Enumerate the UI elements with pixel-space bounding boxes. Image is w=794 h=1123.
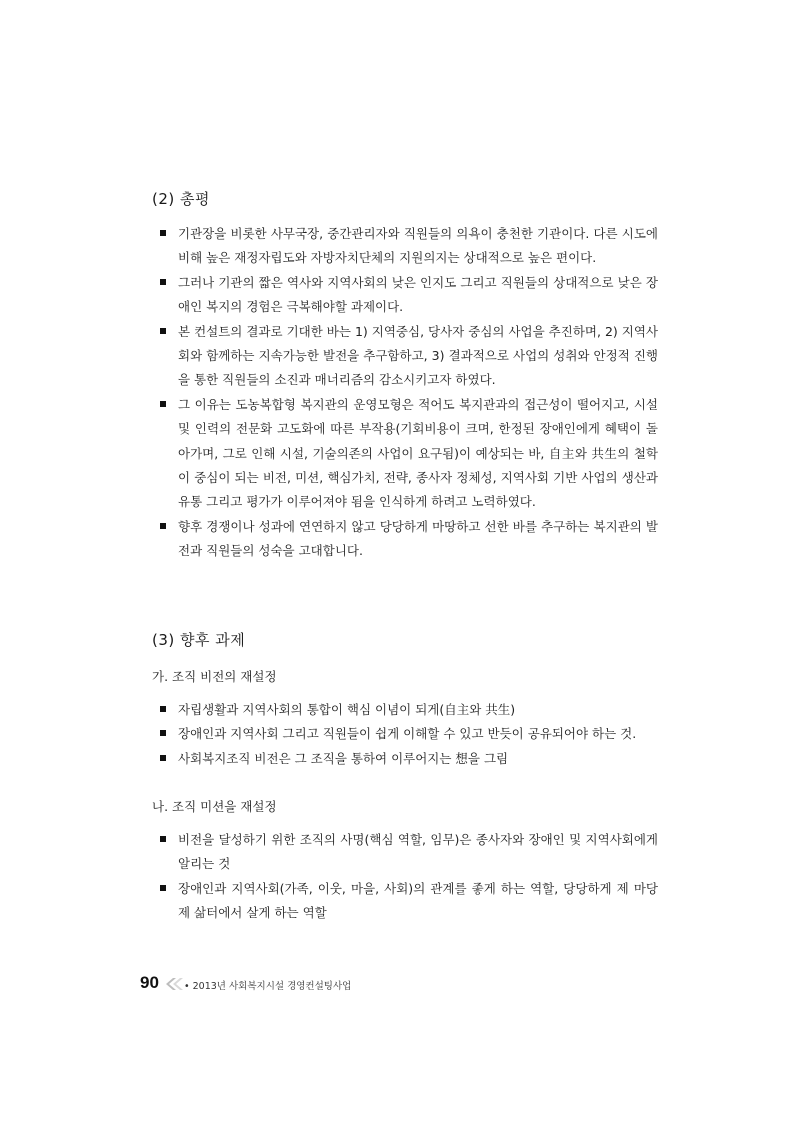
- mission-bullet-list: [158, 828, 658, 926]
- vision-bullet-list: [158, 698, 658, 771]
- square-bullet-icon: [160, 730, 166, 736]
- square-bullet-icon: [160, 401, 166, 407]
- square-bullet-icon: [160, 279, 166, 285]
- subheading-mission: 나. 조직 미션을 재설정: [152, 799, 277, 814]
- square-bullet-icon: [160, 706, 166, 712]
- square-bullet-icon: [160, 328, 166, 334]
- list-item: 향후 경쟁이나 성과에 연연하지 않고 당당하게 마땅하고 선한 바를 추구하는 복지관의 발전과 직원들의 성숙을 고대합니다.: [158, 515, 658, 564]
- page-number: 90: [140, 973, 159, 992]
- double-chevron-left-icon: [163, 977, 185, 991]
- list-item: 사회복지조직 비전은 그 조직을 통하여 이루어지는 想을 그림: [158, 747, 658, 771]
- square-bullet-icon: [160, 523, 166, 529]
- list-item: 장애인과 지역사회 그리고 직원들이 쉽게 이해할 수 있고 반듯이 공유되어야 하는 것.: [158, 722, 658, 746]
- subheading-vision: 가. 조직 비전의 재설정: [152, 669, 277, 684]
- footer-publication-title: • 2013년 사회복지시설 경영컨설팅사업: [184, 981, 352, 992]
- square-bullet-icon: [160, 230, 166, 236]
- list-item: 본 컨설트의 결과로 기대한 바는 1) 지역중심, 당사자 중심의 사업을 추진하며, 2) 지역사회와 함께하는 지속가능한 발전을 추구함하고, 3) 결과적으로 사업의 성취와 안정적 진행을 통한 직원들의 소진과 매너리즘의 감소시키고자 하였다.: [158, 320, 658, 393]
- square-bullet-icon: [160, 755, 166, 761]
- list-item: 그 이유는 도농복합형 복지관의 운영모형은 적어도 복지관과의 접근성이 떨어지고, 시설 및 인력의 전문화 고도화에 따른 부작용(기회비용이 크며, 한정된 장애인에게 혜택이 돌아가며, 그로 인해 시설, 기술의존의 사업이 요구됨)이 예상되는 바, 自主와 共生의 철학이 중심이 되는 비전, 미션, 핵심가치, 전략, 종사자 정체성, 지역사회 기반 사업의 생산과 유통 그리고 평가가 이루어져야 됨을 인식하게 하려고 노력하였다.: [158, 393, 658, 515]
- evaluation-bullet-list: [158, 222, 658, 564]
- square-bullet-icon: [160, 836, 166, 842]
- list-item: 비전을 달성하기 위한 조직의 사명(핵심 역할, 임무)은 종사자와 장애인 및 지역사회에게 알리는 것: [158, 828, 658, 877]
- list-item: 장애인과 지역사회(가족, 이웃, 마을, 사회)의 관계를 좋게 하는 역할, 당당하게 제 마당 제 삶터에서 살게 하는 역할: [158, 877, 658, 926]
- square-bullet-icon: [160, 885, 166, 891]
- list-item: 그러나 기관의 짧은 역사와 지역사회의 낮은 인지도 그리고 직원들의 상대적으로 낮은 장애인 복지의 경험은 극복해야할 과제이다.: [158, 271, 658, 320]
- list-item: 자립생활과 지역사회의 통합이 핵심 이념이 되게(自主와 共生): [158, 698, 658, 722]
- section-title-future-tasks: (3) 향후 과제: [152, 631, 246, 649]
- list-item: 기관장을 비롯한 사무국장, 중간관리자와 직원들의 의욕이 충천한 기관이다. 다른 시도에 비해 높은 재정자립도와 자방자치단체의 지원의지는 상대적으로 높은 편이다.: [158, 222, 658, 271]
- section-title-evaluation: (2) 총평: [152, 190, 210, 208]
